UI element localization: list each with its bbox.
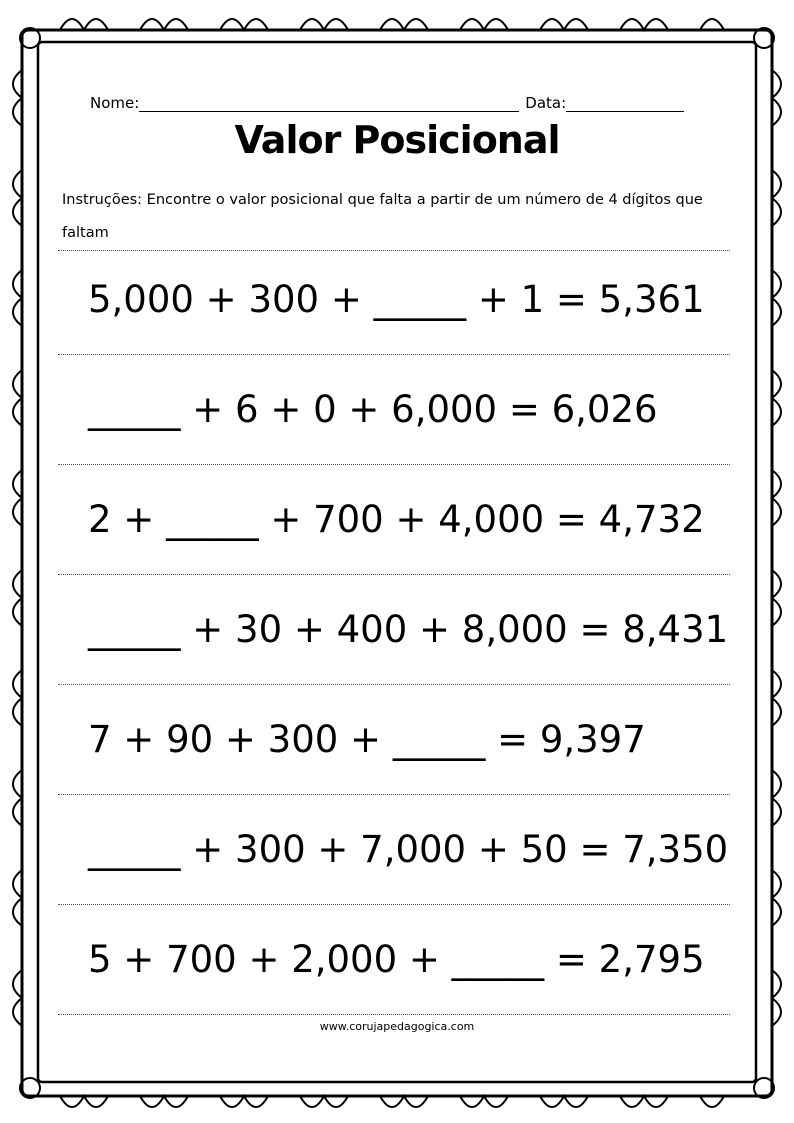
instructions-text: Instruções: Encontre o valor posicional que falta a partir de um número de 4 dígitos que faltam — [62, 192, 703, 241]
date-label: Data: — [525, 94, 567, 112]
problem-3: 2 + _____ + 700 + 4,000 = 4,732 — [88, 498, 705, 541]
page-title: Valor Posicional — [234, 118, 560, 162]
problem-2: _____ + 6 + 0 + 6,000 = 6,026 — [88, 388, 658, 431]
worksheet — [48, 50, 746, 1070]
footer-url: www.corujapedagogica.com — [319, 1020, 475, 1033]
dotted-separator — [58, 574, 730, 575]
problem-5: 7 + 90 + 300 + _____ = 9,397 — [88, 718, 646, 761]
dotted-separator — [58, 684, 730, 685]
name-field[interactable] — [139, 95, 519, 112]
dotted-separator — [58, 354, 730, 355]
problem-4: _____ + 30 + 400 + 8,000 = 8,431 — [88, 608, 729, 651]
dotted-separator — [58, 1014, 730, 1015]
date-field[interactable] — [566, 95, 684, 112]
dotted-separator — [58, 904, 730, 905]
dotted-separator — [58, 250, 730, 251]
dotted-separator — [58, 794, 730, 795]
top-ornaments — [60, 19, 724, 30]
problem-1: 5,000 + 300 + _____ + 1 = 5,361 — [88, 278, 705, 321]
dotted-separator — [58, 464, 730, 465]
name-label: Nome: — [90, 94, 140, 112]
problem-7: 5 + 700 + 2,000 + _____ = 2,795 — [88, 938, 705, 981]
problem-6: _____ + 300 + 7,000 + 50 = 7,350 — [88, 828, 729, 871]
header-fields — [90, 90, 700, 112]
